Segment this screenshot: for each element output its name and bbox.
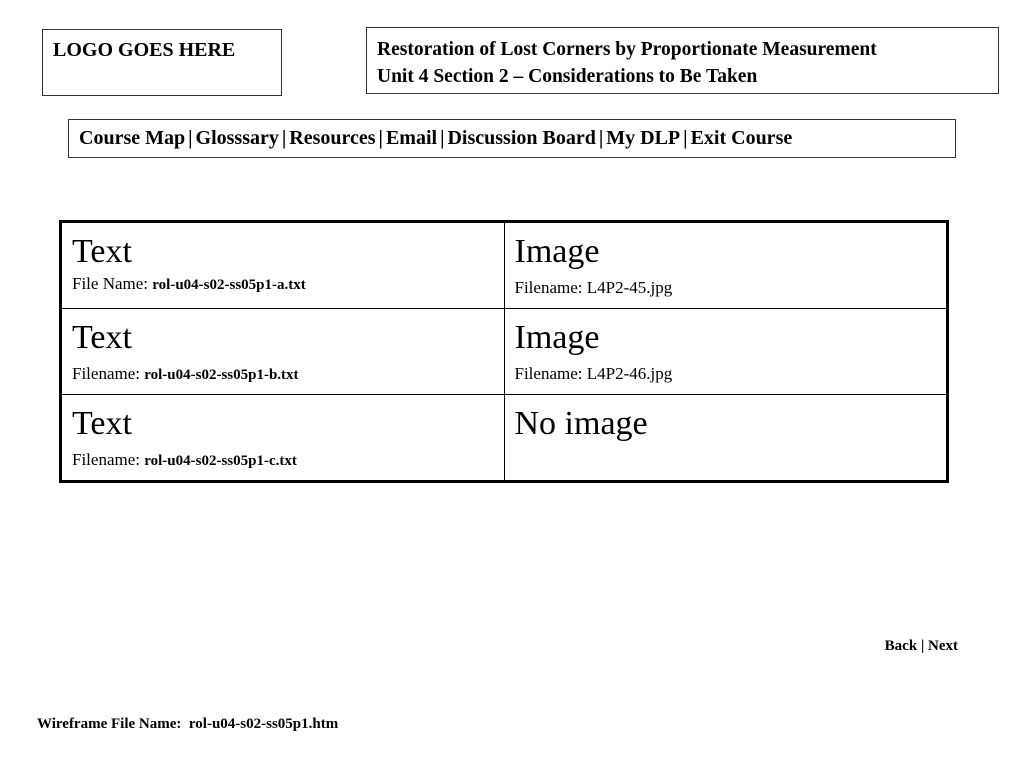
table-row	[61, 308, 948, 395]
nav-separator: |	[440, 127, 445, 149]
file-label: Filename:	[72, 450, 140, 470]
course-header	[366, 27, 999, 94]
nav-separator: |	[598, 127, 604, 149]
nav-exit-course[interactable]: Exit Course	[690, 127, 793, 149]
image-cell	[504, 222, 948, 309]
logo-placeholder	[42, 29, 282, 96]
text-file-caption	[72, 449, 494, 472]
nav-discussion-board[interactable]: Discussion Board	[447, 127, 596, 149]
text-file-caption	[72, 363, 494, 386]
table-row	[61, 222, 948, 309]
nav-separator: |	[188, 127, 193, 149]
image-cell-title: Image	[514, 318, 600, 356]
text-cell-title: Text	[72, 233, 132, 270]
nav-my-dlp[interactable]: My DLP	[606, 127, 681, 149]
course-nav-bar	[68, 119, 956, 158]
image-cell-title: Image	[514, 233, 600, 270]
nav-glossary[interactable]: Glosssary	[195, 127, 279, 149]
file-name: rol-u04-s02-ss05p1-a.txt	[152, 277, 306, 293]
text-file-caption	[72, 273, 494, 296]
pager	[885, 638, 958, 655]
nav-resources[interactable]: Resources	[289, 127, 376, 149]
next-link[interactable]: Next	[928, 638, 958, 654]
table-row	[61, 395, 948, 482]
text-cell	[61, 395, 505, 482]
nav-email[interactable]: Email	[385, 127, 438, 149]
nav-separator: |	[683, 127, 688, 149]
file-label: File Name:	[72, 274, 149, 293]
section-subtitle: Unit 4 Section 2 – Considerations to Be Taken	[377, 66, 758, 87]
file-name: rol-u04-s02-ss05p1-c.txt	[144, 453, 297, 470]
course-title: Restoration of Lost Corners by Proportionate Measurement	[377, 39, 877, 60]
text-cell	[61, 308, 505, 395]
image-cell	[504, 308, 948, 395]
file-label: Filename:	[72, 363, 140, 383]
text-cell-title: Text	[72, 405, 132, 443]
text-cell-title: Text	[72, 318, 132, 356]
footer-file-name: rol-u04-s02-ss05p1.htm	[188, 716, 339, 732]
text-cell	[61, 222, 505, 309]
image-file-caption: Filename: L4P2-46.jpg	[514, 363, 673, 383]
image-file-caption: Filename: L4P2-45.jpg	[514, 278, 673, 297]
file-name: rol-u04-s02-ss05p1-b.txt	[144, 366, 299, 383]
pager-separator: |	[920, 638, 925, 654]
image-cell-title: No image	[514, 405, 648, 443]
nav-separator: |	[378, 127, 383, 149]
nav-course-map[interactable]: Course Map	[79, 127, 186, 149]
logo-text: LOGO GOES HERE	[53, 39, 236, 61]
image-cell	[504, 395, 948, 482]
wireframe-footer	[37, 716, 338, 733]
back-link[interactable]: Back	[884, 638, 918, 654]
footer-label: Wireframe File Name:	[37, 716, 182, 732]
nav-separator: |	[281, 127, 287, 149]
content-table	[59, 220, 949, 483]
